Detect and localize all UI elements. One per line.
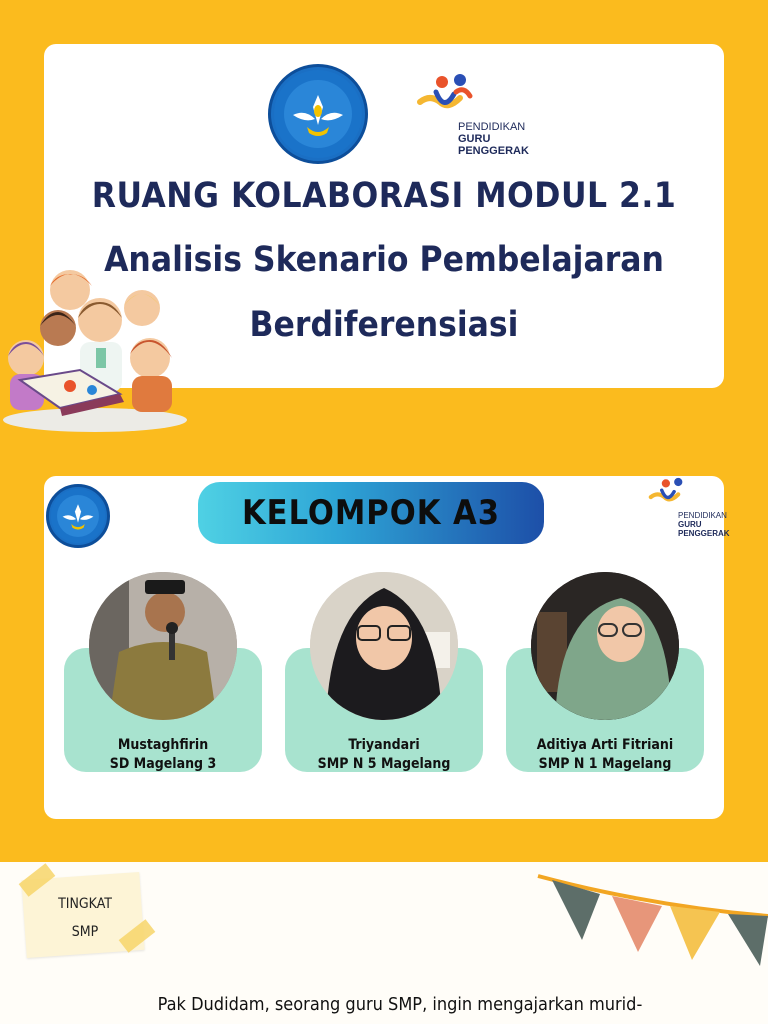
level-note <box>30 890 140 946</box>
member-name: Mustaghfirin <box>117 737 209 753</box>
member-school: SMP N 5 Magelang <box>317 756 451 772</box>
member-name: Aditiya Arti Fitriani <box>536 737 674 753</box>
pgp-line-3: PENGGERAK <box>458 145 529 157</box>
member-name: Triyandari <box>348 737 420 753</box>
pgp-line-1: PENDIDIKAN <box>458 121 526 133</box>
guru-penggerak-logo <box>416 72 536 156</box>
level-value: SMP <box>71 924 99 940</box>
member-photo <box>310 572 458 720</box>
member-school: SMP N 1 Magelang <box>538 756 672 772</box>
scenario-text: Pak Dudidam, seorang guru SMP, ingin mengajarkan murid- <box>157 994 643 1015</box>
pgp-line-2: GURU <box>458 133 491 145</box>
pgp-small-line-2: GURU <box>678 520 702 529</box>
pgp-small-line-1: PENDIDIKAN <box>678 511 727 520</box>
kids-reading-illustration <box>0 262 190 432</box>
member-photo <box>531 572 679 720</box>
bunting-decoration <box>530 866 768 976</box>
member-school: SD Magelang 3 <box>109 756 217 772</box>
group-banner: KELOMPOK A3 <box>198 482 544 544</box>
title-line-3: Berdiferensiasi <box>249 305 519 345</box>
guru-penggerak-logo-small <box>648 476 730 538</box>
pgp-small-line-3: PENGGERAK <box>678 529 730 538</box>
title-line-1: RUANG KOLABORASI MODUL 2.1 <box>91 176 677 216</box>
tut-wuri-handayani-logo <box>268 64 368 164</box>
level-label: TINGKAT <box>58 896 112 912</box>
tut-wuri-handayani-logo-small <box>46 484 110 548</box>
title-line-2: Analisis Skenario Pembelajaran <box>104 240 664 280</box>
member-photo <box>89 572 237 720</box>
